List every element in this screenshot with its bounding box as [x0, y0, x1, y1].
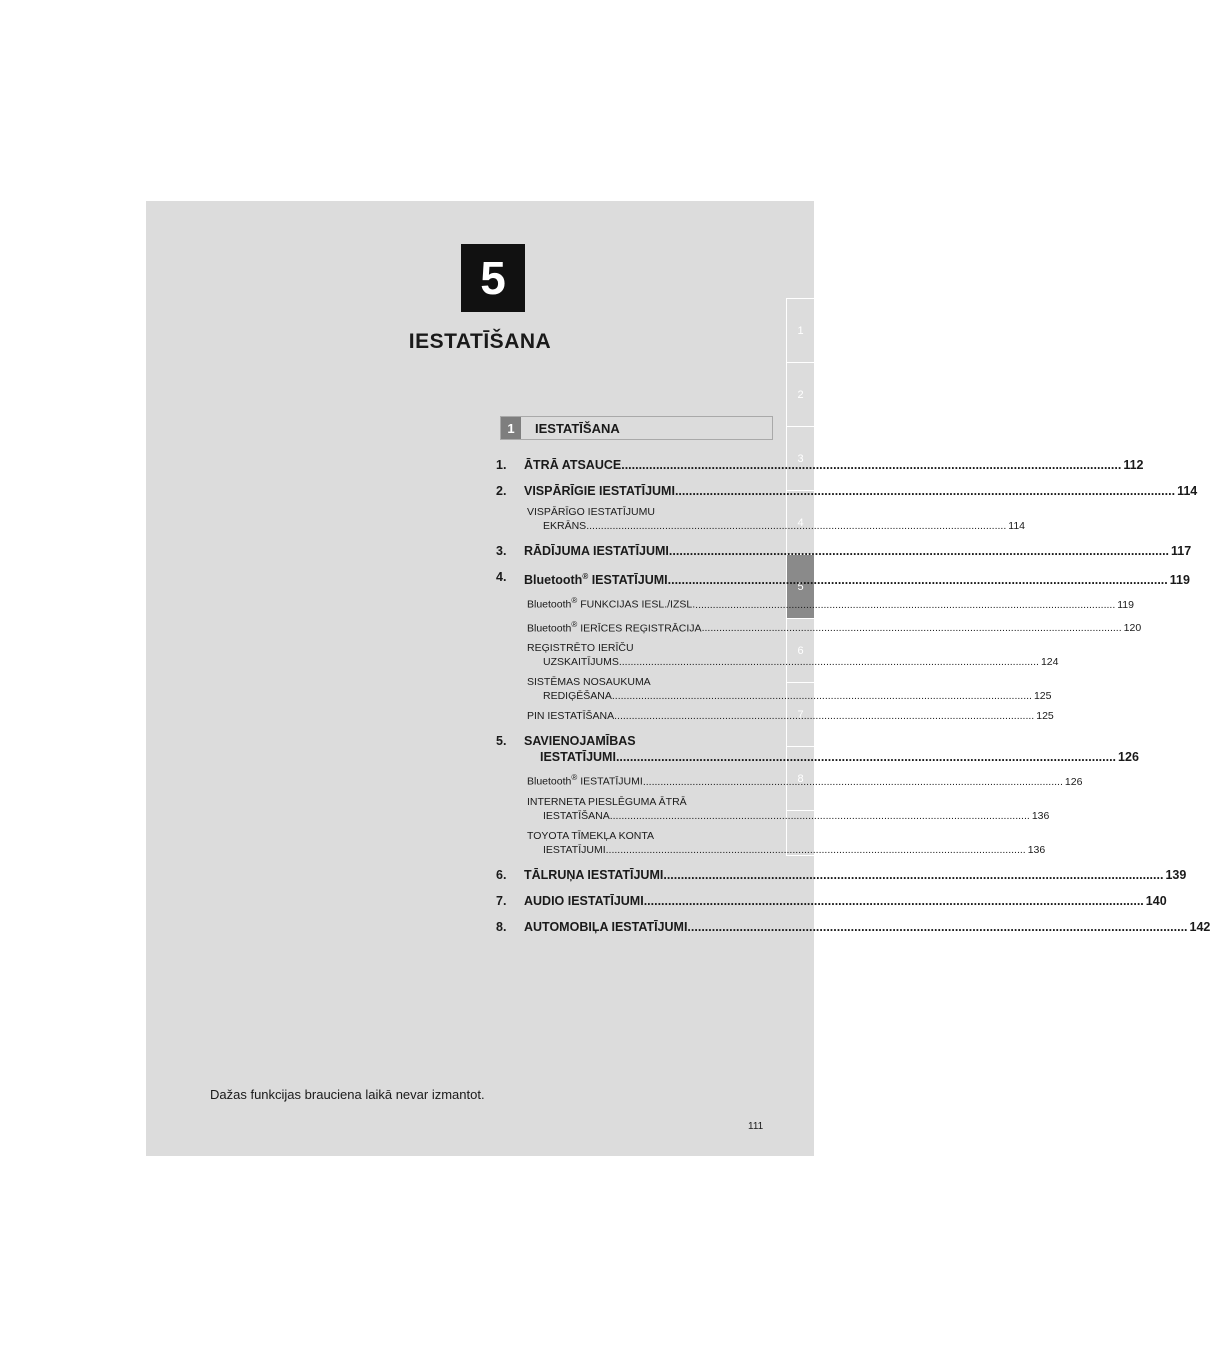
chapter-tab-6[interactable]: 6 [786, 618, 814, 682]
toc-entry-number: 1. [496, 458, 507, 472]
toc-entry-number: 6. [496, 867, 507, 882]
toc-subentry-label: Bluetooth [527, 622, 572, 635]
registered-mark: ® [571, 596, 578, 606]
toc-entry-page: 126 [1118, 750, 1139, 765]
toc-entry-number: 2. [496, 484, 507, 498]
toc-entry-page: 140 [1145, 893, 1167, 908]
toc-subentry-label: TOYOTA TĪMEKĻA KONTA [527, 829, 655, 842]
toc-subentry-label: SISTĒMAS NOSAUKUMA [527, 676, 651, 689]
toc-subentry-label-cont: UZSKAITĪJUMS [543, 656, 619, 669]
toc-entry-page: 119 [1169, 573, 1190, 588]
toc-subentry[interactable] [527, 594, 1134, 612]
toc-subentry-label-cont: EKRĀNS [543, 520, 587, 532]
toc-subentry[interactable] [527, 618, 1142, 636]
toc-entry-label: VISPĀRĪGIE IESTATĪJUMI [524, 484, 675, 498]
toc-subentry-label: INTERNETA PIESLĒGUMA ĀTRĀ [527, 795, 687, 808]
toc-entry-3[interactable] [496, 543, 1192, 559]
chapter-number: 5 [480, 252, 506, 304]
chapter-tab-3[interactable]: 3 [786, 426, 814, 490]
toc-entry-label: AUTOMOBIĻA IESTATĪJUMI [524, 919, 688, 934]
chapter-title: IESTATĪŠANA [408, 330, 552, 353]
toc-subentry-label: REĢISTRĒTO IERĪČU [527, 642, 634, 655]
toc-subentry-label-cont: IERĪCES REĢISTRĀCIJA [577, 622, 702, 635]
toc-subentry-page: 126 [1064, 775, 1083, 788]
toc-subentry[interactable] [527, 505, 1026, 533]
toc-subentry-page: 125 [1033, 690, 1052, 703]
toc-subentry-label: PIN IESTATĪŠANA [527, 710, 615, 723]
toc-subentry[interactable] [527, 641, 1059, 669]
toc-entry-4[interactable] [496, 569, 1190, 723]
toc-subentry[interactable] [527, 709, 1054, 723]
toc-subentry-page: 120 [1123, 622, 1142, 635]
toc-subentry-label-cont: REDIĢĒŠANA [543, 690, 612, 703]
toc-entry-2[interactable] [496, 483, 1198, 533]
toc-entry-label: Bluetooth [524, 573, 583, 588]
toc-entry-8[interactable] [496, 919, 1210, 935]
toc-entry-number: 3. [496, 544, 507, 558]
section-header [500, 416, 773, 440]
toc-entry-number: 7. [496, 893, 507, 908]
registered-mark: ® [571, 619, 578, 629]
chapter-tab-1[interactable]: 1 [786, 298, 814, 362]
toc-subentry-label-cont: IESTATĪŠANA [543, 809, 610, 822]
toc-subentry[interactable] [527, 795, 1050, 823]
toc-subentry-page: 136 [1027, 843, 1046, 856]
table-of-contents [496, 457, 1210, 945]
toc-entry-page: 139 [1165, 867, 1187, 882]
toc-entry-label: RĀDĪJUMA IESTATĪJUMI [524, 544, 669, 558]
toc-subentry[interactable] [527, 829, 1046, 857]
chapter-tab-5[interactable]: 5 [786, 554, 814, 618]
toc-subentry-label-cont: IESTATĪJUMI [543, 843, 606, 856]
toc-subentry-page: 119 [1117, 598, 1134, 611]
toc-subentry-page: 125 [1036, 710, 1054, 723]
registered-mark: ® [571, 773, 578, 783]
page-number: 111 [748, 1121, 764, 1132]
toc-subentry-label: Bluetooth [527, 598, 572, 611]
chapter-tab-2[interactable]: 2 [786, 362, 814, 426]
toc-entry-6[interactable] [496, 867, 1187, 883]
section-title: IESTATĪŠANA [535, 420, 620, 436]
chapter-number-box [461, 244, 525, 312]
toc-subentry-page: 136 [1031, 809, 1050, 822]
toc-entry-number: 4. [496, 570, 507, 584]
toc-entry-label: TĀLRUŅA IESTATĪJUMI [524, 867, 664, 882]
toc-subentry-page: 124 [1040, 656, 1059, 669]
toc-entry-page: 112 [1123, 458, 1144, 472]
registered-mark: ® [582, 572, 589, 581]
toc-entry-7[interactable] [496, 893, 1167, 909]
toc-entry-label: SAVIENOJAMĪBAS [524, 734, 636, 749]
toc-subentry-label-cont: IESTATĪJUMI [577, 775, 643, 788]
toc-entry-number: 5. [496, 734, 507, 749]
toc-entry-label-cont: IESTATĪJUMI [588, 573, 668, 588]
toc-subentry-label-cont: FUNKCIJAS IESL./IZSL. [577, 598, 696, 611]
section-number: 1 [501, 417, 521, 439]
toc-subentry-label: VISPĀRĪGO IESTATĪJUMU [527, 506, 655, 518]
toc-entry-5[interactable] [496, 733, 1139, 857]
toc-entry-page: 114 [1177, 484, 1198, 498]
chapter-tab-4[interactable]: 4 [786, 490, 814, 554]
toc-entry-label: AUDIO IESTATĪJUMI [524, 893, 644, 908]
toc-entry-1[interactable] [496, 457, 1144, 473]
footnote: Dažas funkcijas brauciena laikā nevar izmantot. [210, 1087, 485, 1102]
toc-subentry-label: Bluetooth [527, 775, 572, 788]
toc-entry-label-cont: IESTATĪJUMI [540, 750, 616, 765]
chapter-tab-8[interactable]: 8 [786, 746, 814, 810]
toc-entry-page: 142 [1189, 919, 1210, 934]
toc-entry-label: ĀTRĀ ATSAUCE [524, 458, 622, 472]
chapter-tab-7[interactable]: 7 [786, 682, 814, 746]
toc-entry-page: 117 [1171, 544, 1192, 558]
toc-entry-number: 8. [496, 919, 507, 934]
toc-subentry-page: 114 [1008, 520, 1026, 532]
toc-subentry[interactable] [527, 675, 1052, 703]
toc-subentry[interactable] [527, 771, 1083, 789]
